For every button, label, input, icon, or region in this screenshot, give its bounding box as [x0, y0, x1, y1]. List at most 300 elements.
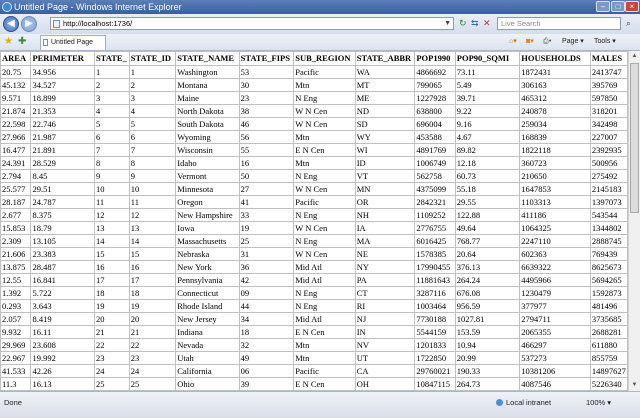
table-row: [1, 183, 628, 196]
table-cell: 2: [129, 79, 175, 92]
table-cell: 769439: [590, 248, 627, 261]
table-cell: North Dakota: [176, 105, 239, 118]
page-content: [0, 51, 628, 391]
table-cell: 19: [129, 300, 175, 313]
url-field[interactable]: [50, 17, 454, 30]
table-cell: 9.932: [1, 326, 31, 339]
table-cell: 1592873: [590, 287, 627, 300]
add-favorites-icon[interactable]: ✚: [18, 36, 27, 47]
table-cell: 5: [94, 118, 129, 131]
table-cell: Minnesota: [176, 183, 239, 196]
table-cell: 1230479: [520, 287, 591, 300]
table-cell: 18.79: [31, 222, 95, 235]
table-cell: 6: [94, 131, 129, 144]
table-cell: 13.875: [1, 261, 31, 274]
table-cell: 36: [239, 261, 294, 274]
table-cell: 1344802: [590, 222, 627, 235]
table-row: [1, 287, 628, 300]
table-cell: 42.26: [31, 365, 95, 378]
table-cell: Mtn: [294, 339, 355, 352]
table-cell: 240878: [520, 105, 591, 118]
table-cell: 768.77: [455, 235, 519, 248]
table-cell: 799065: [415, 79, 455, 92]
table-cell: 25: [94, 378, 129, 391]
table-cell: Nebraska: [176, 248, 239, 261]
table-cell: 4: [94, 105, 129, 118]
table-cell: Wyoming: [176, 131, 239, 144]
page-icon: [43, 39, 48, 46]
table-cell: IA: [355, 222, 415, 235]
table-cell: Montana: [176, 79, 239, 92]
table-cell: 12.55: [1, 274, 31, 287]
table-cell: 89.82: [455, 144, 519, 157]
table-cell: 34.527: [31, 79, 95, 92]
table-cell: 17990455: [415, 261, 455, 274]
table-cell: 376.13: [455, 261, 519, 274]
table-cell: 318201: [590, 105, 627, 118]
table-cell: 11: [94, 196, 129, 209]
table-cell: 12: [94, 209, 129, 222]
table-cell: 30: [239, 79, 294, 92]
table-cell: 46: [239, 118, 294, 131]
table-cell: 259034: [520, 118, 591, 131]
table-cell: W N Cen: [294, 222, 355, 235]
table-row: [1, 261, 628, 274]
table-cell: 20.75: [1, 66, 31, 79]
table-cell: 17: [129, 274, 175, 287]
table-cell: CA: [355, 365, 415, 378]
table-cell: 28.529: [31, 157, 95, 170]
table-cell: N Eng: [294, 300, 355, 313]
table-cell: Utah: [176, 352, 239, 365]
table-cell: 4891769: [415, 144, 455, 157]
table-row: [1, 131, 628, 144]
table-row: [1, 235, 628, 248]
table-cell: 38: [239, 105, 294, 118]
table-cell: 25: [239, 235, 294, 248]
table-cell: N Eng: [294, 92, 355, 105]
table-cell: Rhode Island: [176, 300, 239, 313]
search-icon[interactable]: ⌕: [626, 18, 632, 28]
table-cell: 18: [129, 287, 175, 300]
table-cell: 264.24: [455, 274, 519, 287]
table-cell: 8625673: [590, 261, 627, 274]
table-cell: 24: [129, 365, 175, 378]
table-cell: 855759: [590, 352, 627, 365]
table-cell: 18: [239, 326, 294, 339]
table-cell: NE: [355, 248, 415, 261]
table-cell: NH: [355, 209, 415, 222]
table-cell: 1103313: [520, 196, 591, 209]
table-cell: 20: [129, 313, 175, 326]
ie-logo-icon: [2, 2, 12, 12]
table-cell: 5.722: [31, 287, 95, 300]
table-cell: 2688281: [590, 326, 627, 339]
table-cell: MN: [355, 183, 415, 196]
table-cell: 41: [239, 196, 294, 209]
table-cell: 8.419: [31, 313, 95, 326]
table-cell: PA: [355, 274, 415, 287]
table-cell: 13: [94, 222, 129, 235]
home-icon[interactable]: ⌂▾: [509, 38, 517, 45]
table-cell: 956.59: [455, 300, 519, 313]
maximize-button[interactable]: □: [611, 1, 625, 12]
table-cell: 13.105: [31, 235, 95, 248]
table-cell: ME: [355, 92, 415, 105]
table-cell: 1.392: [1, 287, 31, 300]
back-button[interactable]: ◀: [3, 16, 19, 32]
status-bar: [0, 391, 640, 418]
table-cell: 7730188: [415, 313, 455, 326]
table-cell: 73.11: [455, 66, 519, 79]
table-cell: 9.16: [455, 118, 519, 131]
search-input[interactable]: [497, 17, 621, 30]
table-row: [1, 79, 628, 92]
table-cell: New York: [176, 261, 239, 274]
table-cell: Idaho: [176, 157, 239, 170]
table-cell: 543544: [590, 209, 627, 222]
table-cell: 1647853: [520, 183, 591, 196]
table-cell: 562758: [415, 170, 455, 183]
close-window-button[interactable]: ×: [625, 1, 639, 12]
table-cell: 56: [239, 131, 294, 144]
table-cell: 17: [94, 274, 129, 287]
table-cell: NY: [355, 261, 415, 274]
table-cell: 466297: [520, 339, 591, 352]
table-cell: Maine: [176, 92, 239, 105]
table-cell: 3: [129, 92, 175, 105]
table-cell: 16: [129, 261, 175, 274]
table-row: [1, 105, 628, 118]
tools-menu[interactable]: Tools ▾: [594, 38, 616, 45]
table-cell: 3: [94, 92, 129, 105]
table-cell: 34: [239, 313, 294, 326]
table-cell: 611880: [590, 339, 627, 352]
table-cell: 49: [239, 352, 294, 365]
table-cell: 21.987: [31, 131, 95, 144]
chevron-down-icon[interactable]: ▼: [444, 20, 451, 27]
vertical-scrollbar[interactable]: [628, 51, 640, 391]
table-cell: 45.132: [1, 79, 31, 92]
table-cell: SD: [355, 118, 415, 131]
table-cell: 21.874: [1, 105, 31, 118]
table-cell: 23: [129, 352, 175, 365]
table-cell: OH: [355, 378, 415, 391]
table-cell: 21.606: [1, 248, 31, 261]
table-cell: 19: [239, 222, 294, 235]
table-cell: 2776755: [415, 222, 455, 235]
table-row: [1, 66, 628, 79]
table-cell: 16: [239, 157, 294, 170]
table-cell: 6639322: [520, 261, 591, 274]
table-cell: MT: [355, 79, 415, 92]
table-cell: 9: [94, 170, 129, 183]
column-header: STATE_NAME: [176, 52, 239, 66]
table-cell: 7: [94, 144, 129, 157]
table-cell: Wisconsin: [176, 144, 239, 157]
table-cell: 21: [129, 326, 175, 339]
table-cell: 4: [129, 105, 175, 118]
table-cell: 481496: [590, 300, 627, 313]
table-cell: 2888745: [590, 235, 627, 248]
table-cell: 27.966: [1, 131, 31, 144]
table-cell: 4375099: [415, 183, 455, 196]
table-cell: 306163: [520, 79, 591, 92]
table-cell: NJ: [355, 313, 415, 326]
table-cell: 19.992: [31, 352, 95, 365]
table-cell: 5694265: [590, 274, 627, 287]
table-cell: 34.956: [31, 66, 95, 79]
table-cell: California: [176, 365, 239, 378]
table-cell: 537273: [520, 352, 591, 365]
table-row: [1, 352, 628, 365]
table-cell: E N Cen: [294, 378, 355, 391]
table-row: [1, 209, 628, 222]
table-cell: 1201833: [415, 339, 455, 352]
table-cell: W N Cen: [294, 105, 355, 118]
table-cell: 8: [94, 157, 129, 170]
table-cell: 2065355: [520, 326, 591, 339]
table-cell: 16: [94, 261, 129, 274]
column-header: MALES: [590, 52, 627, 66]
table-cell: 168839: [520, 131, 591, 144]
zoom-label: 100%: [586, 398, 606, 407]
table-cell: 23: [94, 352, 129, 365]
table-cell: 9.571: [1, 92, 31, 105]
table-cell: 2413747: [590, 66, 627, 79]
page-icon: [53, 20, 60, 28]
security-zone[interactable]: [496, 398, 551, 407]
table-cell: 2842321: [415, 196, 455, 209]
table-cell: 16.11: [31, 326, 95, 339]
table-cell: 465312: [520, 92, 591, 105]
tools-menu-label: Tools: [594, 38, 611, 45]
table-cell: 1722850: [415, 352, 455, 365]
table-cell: 10: [129, 183, 175, 196]
column-header: STATE_FIPS: [239, 52, 294, 66]
table-cell: 3.643: [31, 300, 95, 313]
table-cell: New Hampshire: [176, 209, 239, 222]
table-row: [1, 378, 628, 391]
table-cell: NV: [355, 339, 415, 352]
table-cell: VT: [355, 170, 415, 183]
table-cell: 4087546: [520, 378, 591, 391]
table-cell: 8.375: [31, 209, 95, 222]
table-cell: 11.3: [1, 378, 31, 391]
table-cell: 23.383: [31, 248, 95, 261]
column-header: POP1990: [415, 52, 455, 66]
table-cell: 22: [94, 339, 129, 352]
table-cell: N Eng: [294, 170, 355, 183]
table-cell: 13: [129, 222, 175, 235]
table-cell: 153.59: [455, 326, 519, 339]
table-header-row: [1, 52, 628, 66]
page-menu[interactable]: Page ▾: [562, 38, 584, 45]
table-cell: 696004: [415, 118, 455, 131]
table-row: [1, 313, 628, 326]
column-header: SUB_REGION: [294, 52, 355, 66]
table-cell: 10381206: [520, 365, 591, 378]
table-cell: 1006749: [415, 157, 455, 170]
table-cell: 39: [239, 378, 294, 391]
window-title-bar: [0, 0, 640, 14]
go-arrows-icon[interactable]: ⇆: [471, 18, 479, 28]
table-cell: 2145183: [590, 183, 627, 196]
table-cell: 23.608: [31, 339, 95, 352]
table-cell: 12: [129, 209, 175, 222]
tab-untitled-page[interactable]: [40, 35, 106, 50]
table-cell: 8.45: [31, 170, 95, 183]
table-cell: 21: [94, 326, 129, 339]
table-cell: OR: [355, 196, 415, 209]
globe-icon: [496, 399, 503, 406]
table-cell: 21.891: [31, 144, 95, 157]
table-cell: 1: [94, 66, 129, 79]
table-cell: 360723: [520, 157, 591, 170]
table-cell: Oregon: [176, 196, 239, 209]
table-cell: 22: [129, 339, 175, 352]
status-text: Done: [4, 398, 22, 407]
scroll-down-icon[interactable]: ▼: [631, 382, 638, 388]
table-cell: N Eng: [294, 235, 355, 248]
table-cell: Massachusetts: [176, 235, 239, 248]
table-cell: 31: [239, 248, 294, 261]
table-cell: 20.64: [455, 248, 519, 261]
table-row: [1, 157, 628, 170]
favorites-star-icon[interactable]: ★: [4, 36, 13, 47]
column-header: PERIMETER: [31, 52, 95, 66]
table-cell: 55.18: [455, 183, 519, 196]
table-cell: 190.33: [455, 365, 519, 378]
table-row: [1, 326, 628, 339]
table-cell: 342498: [590, 118, 627, 131]
table-cell: 638800: [415, 105, 455, 118]
table-row: [1, 274, 628, 287]
table-cell: 22.598: [1, 118, 31, 131]
table-cell: WA: [355, 66, 415, 79]
table-cell: 4.67: [455, 131, 519, 144]
table-cell: New Jersey: [176, 313, 239, 326]
table-cell: ND: [355, 105, 415, 118]
table-row: [1, 144, 628, 157]
refresh-icon[interactable]: ↻: [459, 18, 467, 28]
table-cell: 28.187: [1, 196, 31, 209]
table-cell: 8: [129, 157, 175, 170]
table-cell: 23: [239, 92, 294, 105]
table-cell: 1064325: [520, 222, 591, 235]
table-cell: 1227928: [415, 92, 455, 105]
column-header: HOUSEHOLDS: [520, 52, 591, 66]
table-cell: 29760021: [415, 365, 455, 378]
table-cell: 16.13: [31, 378, 95, 391]
table-cell: 2.057: [1, 313, 31, 326]
table-cell: 453588: [415, 131, 455, 144]
search-placeholder: Live Search: [501, 19, 541, 28]
table-cell: Nevada: [176, 339, 239, 352]
table-cell: 1822118: [520, 144, 591, 157]
table-body: [1, 66, 628, 391]
table-cell: 21.353: [31, 105, 95, 118]
table-cell: 9.22: [455, 105, 519, 118]
table-cell: 5: [129, 118, 175, 131]
table-cell: 24.391: [1, 157, 31, 170]
table-cell: 2: [94, 79, 129, 92]
scroll-up-icon[interactable]: ▲: [631, 53, 638, 59]
table-cell: 10: [94, 183, 129, 196]
table-cell: 29.969: [1, 339, 31, 352]
table-cell: 18: [94, 287, 129, 300]
table-row: [1, 118, 628, 131]
table-cell: 15.853: [1, 222, 31, 235]
table-cell: 53: [239, 66, 294, 79]
zoom-control[interactable]: 100% ▾: [586, 398, 612, 407]
table-row: [1, 92, 628, 105]
table-cell: Ohio: [176, 378, 239, 391]
print-icon[interactable]: ⎙▾: [543, 38, 552, 45]
table-cell: Mid Atl: [294, 261, 355, 274]
table-cell: 20.99: [455, 352, 519, 365]
scrollbar-thumb[interactable]: [630, 63, 639, 213]
table-cell: 2247110: [520, 235, 591, 248]
table-cell: WI: [355, 144, 415, 157]
table-cell: 50: [239, 170, 294, 183]
table-cell: W N Cen: [294, 183, 355, 196]
table-cell: 42: [239, 274, 294, 287]
table-row: [1, 170, 628, 183]
table-cell: 377977: [520, 300, 591, 313]
table-cell: Mid Atl: [294, 274, 355, 287]
table-cell: 20: [94, 313, 129, 326]
table-cell: 28.487: [31, 261, 95, 274]
table-cell: W N Cen: [294, 248, 355, 261]
table-cell: 210650: [520, 170, 591, 183]
table-cell: 2.794: [1, 170, 31, 183]
table-cell: Pacific: [294, 66, 355, 79]
table-cell: 14: [94, 235, 129, 248]
table-row: [1, 365, 628, 378]
table-cell: Indiana: [176, 326, 239, 339]
column-header: POP90_SQMI: [455, 52, 519, 66]
table-cell: 18.899: [31, 92, 95, 105]
table-cell: 227007: [590, 131, 627, 144]
table-cell: 16.841: [31, 274, 95, 287]
table-cell: 1: [129, 66, 175, 79]
table-cell: 1027.81: [455, 313, 519, 326]
table-cell: 3287116: [415, 287, 455, 300]
table-cell: 09: [239, 287, 294, 300]
table-cell: 16.477: [1, 144, 31, 157]
table-cell: 1397073: [590, 196, 627, 209]
minimize-button[interactable]: –: [596, 1, 610, 12]
table-cell: 15: [94, 248, 129, 261]
feeds-icon[interactable]: ◙▾: [526, 38, 534, 45]
table-cell: Mtn: [294, 352, 355, 365]
data-table: [0, 51, 628, 391]
stop-icon[interactable]: ✕: [483, 18, 491, 28]
forward-button[interactable]: ▶: [21, 16, 37, 32]
table-cell: 1578385: [415, 248, 455, 261]
tab-bar: [0, 34, 640, 51]
table-cell: 19: [94, 300, 129, 313]
table-row: [1, 196, 628, 209]
table-cell: 39.71: [455, 92, 519, 105]
table-cell: 395769: [590, 79, 627, 92]
table-cell: 602363: [520, 248, 591, 261]
table-cell: 122.88: [455, 209, 519, 222]
table-cell: 10847115: [415, 378, 455, 391]
table-cell: 60.73: [455, 170, 519, 183]
table-cell: ID: [355, 157, 415, 170]
